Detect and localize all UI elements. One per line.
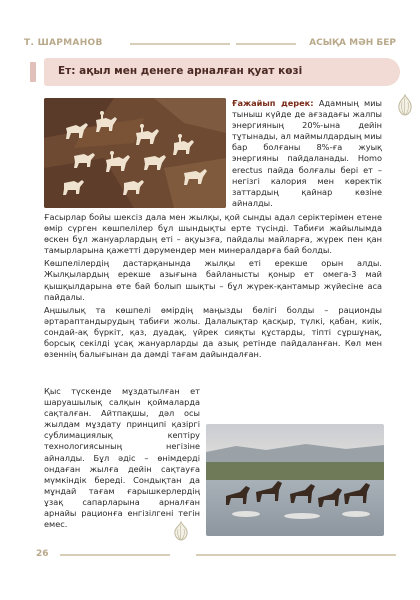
petroglyph-photo xyxy=(44,98,226,208)
garlic-icon xyxy=(170,520,192,542)
fact-body: Адамның миы тыныш күйде де ағзадағы жалпы энергияның 20%-ына дейін тұтынады, ал маймылдардың миы бар болғаны 8%-ға жуық энергияны пайдаланады. Homo erectus пайда болғалы бері ет – негізгі калория мен көректік заттардың қайнар көзіне айналды. xyxy=(232,98,382,208)
body-text xyxy=(44,212,382,360)
footer-rule-right xyxy=(196,554,396,556)
garlic-icon xyxy=(392,92,418,118)
running-header-title: АСЫҚА МӘН БЕР xyxy=(309,38,396,48)
paragraph-1: Ғасырлар бойы шексіз дала мен жылқы, қой сынды адал серіктерімен етене өмір сүрген көшпелілер бұл шындықты ерте түсінді. Табиғи жайылымда өскен бұл жануарлардың еті – ақуызға, пайдалы майларға, жүрек пен қан тамырларына қажетті дәрумендер мен минералдарға бай болды. xyxy=(44,212,382,256)
section-banner xyxy=(44,58,400,86)
paragraph-3: Аңшылық та көшпелі өмірдің маңызды бөлігі болды – рационды әртараптандырудың табиғи жолы. Далалықтар қасқыр, түлкі, қабан, киік, сондай-ақ бүркіт, қаз, дуадақ, үйрек сияқты құстарды, тіпті сұршұнақ, борсық секілді ұсақ жануарларды да азық ретінде пайдаланған. Көл мен өзеннің балығынан да дәмді тағам дайындалған. xyxy=(44,304,382,360)
paragraph-2: Көшпелілердің дастарқанында жылқы еті ерекше орын алды. Жылқылардың ерекше азығына байланысты қоныр ет омега-3 май қышқылдарына өте бай болып шықты – бұл жүрек-қантамыр жүйесіне аса пайдалы. xyxy=(44,258,382,302)
fact-lead: Ғажайып дерек: xyxy=(232,98,314,108)
horses-photo xyxy=(206,424,384,536)
section-title: Ет: ақыл мен денеге арналған қуат көзі xyxy=(58,65,303,77)
page-number: 26 xyxy=(36,549,49,559)
fact-paragraph xyxy=(232,98,382,209)
running-header-author: Т. ШАРМАНОВ xyxy=(24,38,103,48)
footer-rule-left xyxy=(60,554,170,556)
banner-marker xyxy=(30,62,36,82)
paragraph-4: Қыс түскенде мұздатылған ет шаруашылық салқын қоймаларда сақталған. Айтпақшы, дәл осы жылдам мұздату принципі қазіргі сублимациялық кептіру технологиясының негізіне айналды. Бұл әдіс – өнімдерді ондаған жылға дейін сақтауға мүмкіндік береді. Сондықтан да мұндай тағам ғарышкерлердің ұзақ сапарларына арналған арнайы рационға енгізілгені тегін емес. xyxy=(44,386,200,530)
header-rule-left xyxy=(130,43,230,45)
header-rule-right xyxy=(236,43,296,45)
